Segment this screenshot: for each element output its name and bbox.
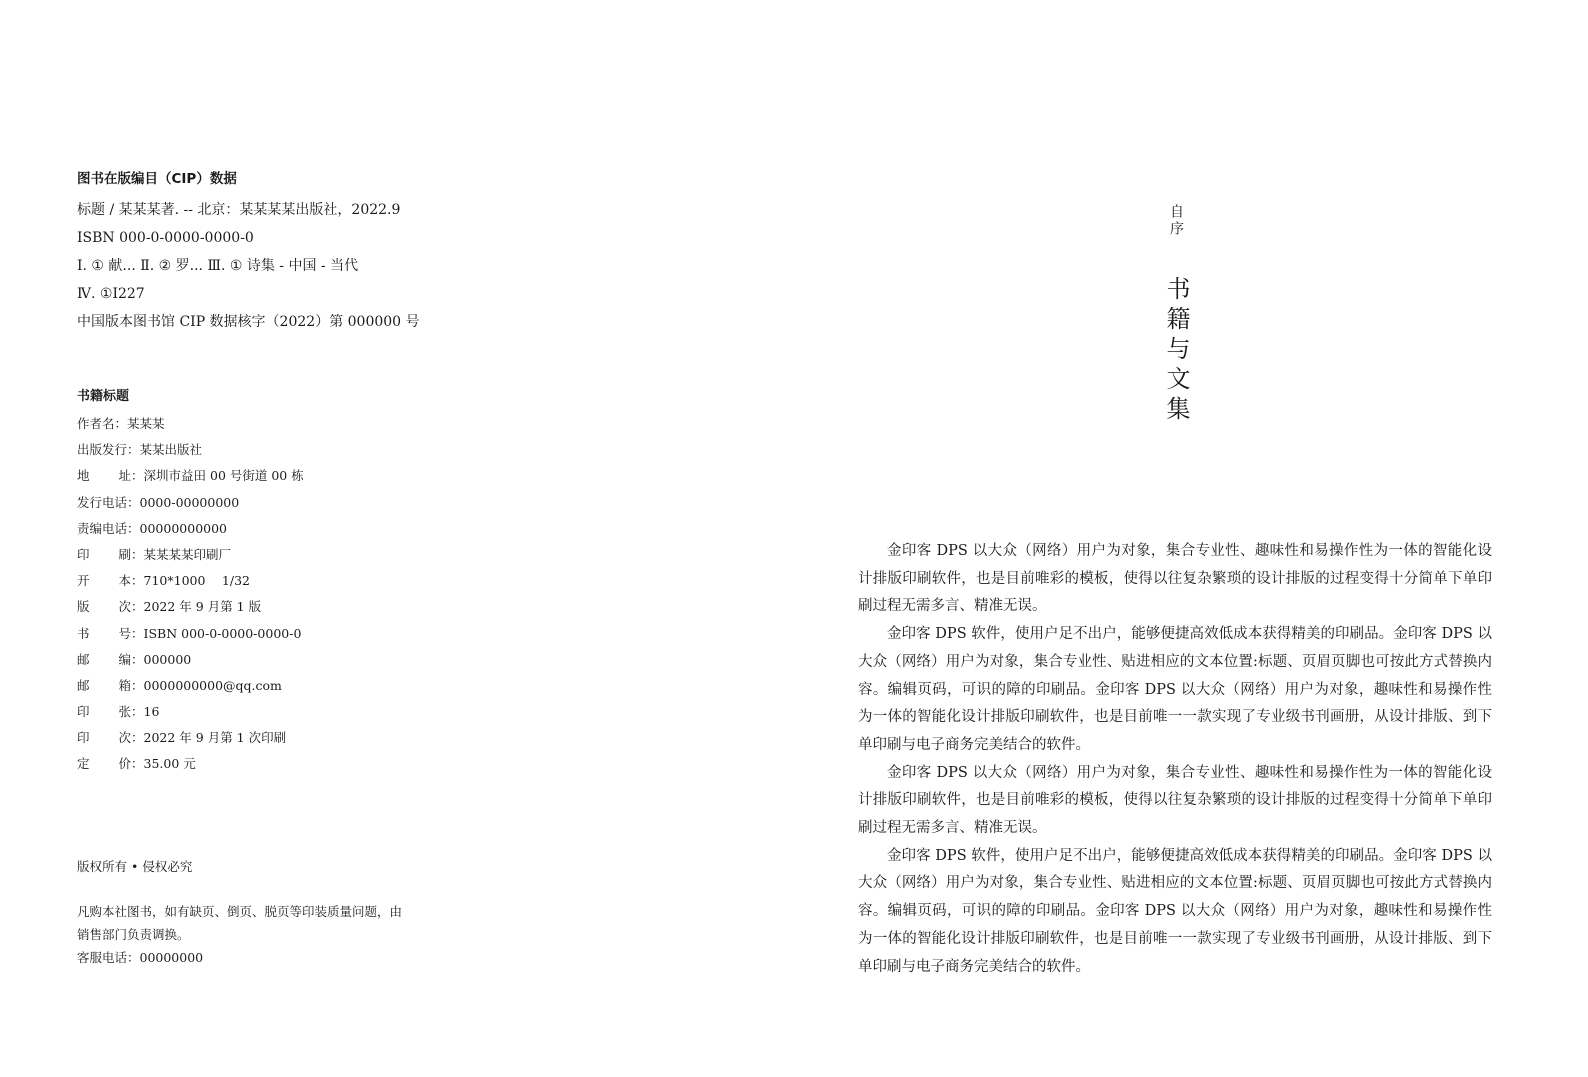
row-colon: ：	[127, 442, 140, 458]
cip-line: 标题 / 某某某著. -- 北京：某某某某出版社，2022.9	[77, 202, 401, 218]
colophon-block	[77, 385, 517, 778]
row-colon: ：	[131, 573, 144, 589]
row-colon: ：	[114, 416, 128, 431]
row-colon: ：	[131, 625, 144, 641]
cip-data-block	[77, 168, 517, 336]
row-value: 0000-00000000	[139, 494, 240, 510]
row-value: 某某某某印刷厂	[143, 546, 232, 562]
row-value: 2022 年 9 月第 1 次印刷	[143, 730, 287, 746]
right-page	[794, 0, 1588, 1077]
colophon-row-email	[77, 673, 517, 699]
colophon-row-isbn	[77, 621, 517, 647]
notice-line: 销售部门负责调换。	[77, 927, 190, 942]
row-label: 开本	[77, 573, 131, 589]
colophon-row-address	[77, 463, 517, 489]
row-value: 000000	[143, 651, 192, 667]
row-value: 深圳市益田 00 号街道 00 栋	[143, 468, 304, 484]
cip-line: ISBN 000-0-0000-0000-0	[77, 230, 254, 246]
row-value: ISBN 000-0-0000-0000-0	[143, 625, 302, 641]
row-label: 发行电话	[77, 494, 128, 510]
copyright-notice: 版权所有 • 侵权必究	[77, 859, 193, 874]
colophon-row-format	[77, 568, 517, 594]
paragraph: 金印客 DPS 以大众（网络）用户为对象，集合专业性、趣味性和易操作性为一体的智能化设计排版印刷软件，也是目前唯彩的模板，使得以往复杂繁琐的设计排版的过程变得十分简单下单印刷过程无需多言、精准无误。	[858, 543, 1492, 615]
row-label: 印张	[77, 704, 131, 720]
row-colon: ：	[127, 520, 140, 536]
row-value: 710*1000 1/32	[143, 573, 250, 589]
colophon-row-editor-phone	[77, 516, 517, 542]
customer-service-phone: 客服电话：00000000	[77, 950, 204, 965]
colophon-row-printer	[77, 542, 517, 568]
row-label: 定价	[77, 756, 131, 772]
row-label: 作者名	[77, 416, 115, 431]
row-label: 印刷	[77, 546, 131, 562]
notice-line: 凡购本社图书，如有缺页、倒页、脱页等印装质量问题，由	[77, 904, 403, 919]
row-value: 2022 年 9 月第 1 版	[143, 599, 262, 615]
row-colon: ：	[131, 677, 144, 693]
quality-notice	[77, 900, 457, 969]
paragraph: 金印客 DPS 软件，使用户足不出户，能够便捷高效低成本获得精美的印刷品。金印客 DPS 以大众（网络）用户为对象，集合专业性、贴进相应的文本位置:标题、页眉页脚也可按此方式替换内容。编辑页码，可识的障的印刷品。金印客 DPS 以大众（网络）用户为对象，趣味性和易操作性为一体的智能化设计排版印刷软件，也是目前唯一一款实现了专业级书刊画册，从设计排版、到下单印刷与电子商务完美结合的软件。	[858, 626, 1492, 753]
row-colon: ：	[131, 730, 144, 746]
row-label: 邮编	[77, 651, 131, 667]
row-label: 责编电话	[77, 520, 128, 536]
row-colon: ：	[131, 756, 144, 772]
row-colon: ：	[131, 468, 144, 484]
row-value: 35.00 元	[143, 756, 196, 772]
colophon-title: 书籍标题	[77, 389, 130, 404]
row-colon: ：	[131, 599, 144, 615]
cip-title: 图书在版编目（CIP）数据	[77, 171, 237, 187]
row-value: 00000000000	[139, 520, 228, 536]
colophon-row-sheets	[77, 699, 517, 725]
row-value: 某某出版社	[139, 442, 203, 458]
colophon-row-postcode	[77, 647, 517, 673]
row-colon: ：	[127, 494, 140, 510]
row-label: 出版发行	[77, 442, 128, 458]
book-title: 书籍与文集	[1162, 276, 1190, 426]
colophon-row-phone	[77, 490, 517, 516]
cip-line: 中国版本图书馆 CIP 数据核字（2022）第 000000 号	[77, 314, 420, 330]
colophon-row-printing	[77, 725, 517, 751]
row-colon: ：	[131, 546, 144, 562]
row-label: 书号	[77, 625, 131, 641]
row-label: 印次	[77, 730, 131, 746]
row-colon: ：	[131, 651, 144, 667]
preface-body	[858, 538, 1492, 981]
row-value: 某某某	[127, 416, 165, 431]
row-value: 16	[143, 704, 160, 720]
colophon-row-edition	[77, 594, 517, 620]
paragraph: 金印客 DPS 以大众（网络）用户为对象，集合专业性、趣味性和易操作性为一体的智能化设计排版印刷软件，也是目前唯彩的模板，使得以往复杂繁琐的设计排版的过程变得十分简单下单印刷过程无需多言、精准无误。	[858, 764, 1492, 837]
cip-line: Ⅳ. ①I227	[77, 286, 145, 302]
paragraph: 金印客 DPS 软件，使用户足不出户，能够便捷高效低成本获得精美的印刷品。金印客 DPS 以大众（网络）用户为对象，集合专业性、贴进相应的文本位置:标题、页眉页脚也可按此方式替换内容。编辑页码，可识的障的印刷品。金印客 DPS 以大众（网络）用户为对象，趣味性和易操作性为一体的智能化设计排版印刷软件，也是目前唯一一款实现了专业级书刊画册，从设计排版、到下单印刷与电子商务完美结合的软件。	[858, 847, 1492, 975]
cip-line: Ⅰ. ① 献... Ⅱ. ② 罗... Ⅲ. ① 诗集 - 中国 - 当代	[77, 258, 359, 274]
colophon-row-publisher	[77, 437, 517, 463]
row-value: 0000000000@qq.com	[143, 677, 282, 693]
row-label: 地址	[77, 468, 131, 484]
row-colon: ：	[131, 704, 144, 720]
colophon-row-author	[77, 411, 517, 437]
colophon-row-price	[77, 751, 517, 777]
preface-label: 自序	[1168, 204, 1184, 238]
row-label: 版次	[77, 599, 131, 615]
row-label: 邮箱	[77, 677, 131, 693]
